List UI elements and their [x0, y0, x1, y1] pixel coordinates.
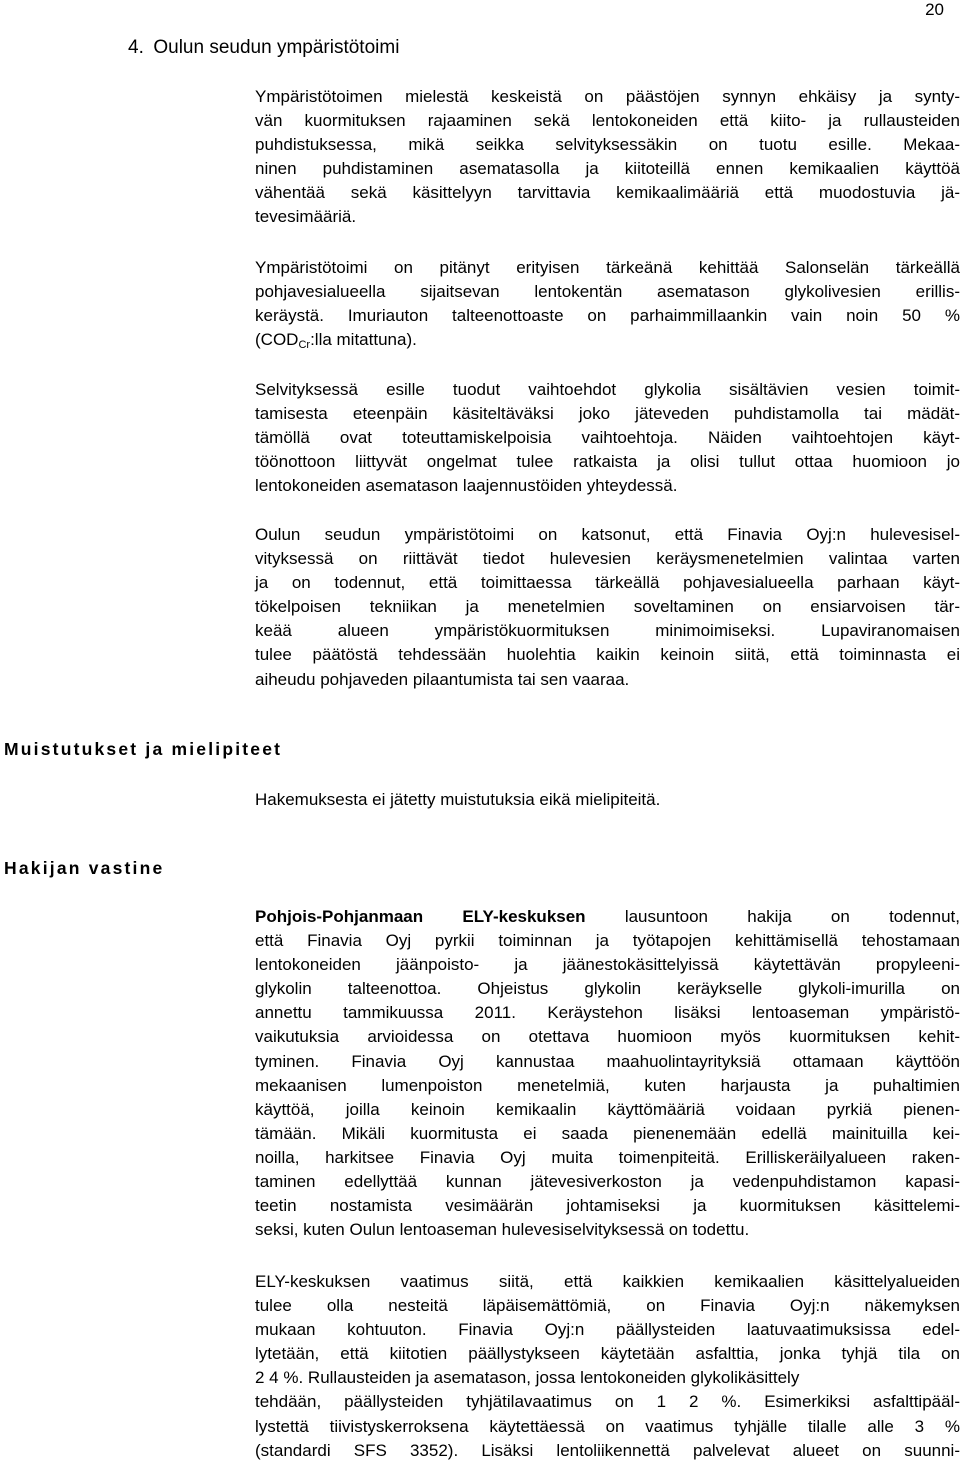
paragraph-ympäristötoimi-2	[255, 256, 960, 352]
text-line: tulee päätöstä tehdessään huolehtia kaikin keinoin siitä, että toiminnasta ei	[255, 645, 960, 665]
page-number: 20	[925, 0, 944, 19]
text-line: tökelpoisen tekniikan ja menetelmien soveltaminen on ensiarvoisen tär-	[255, 597, 960, 617]
cod-subscript: Cr	[298, 339, 311, 352]
vastine-heading: Hakijan vastine	[4, 858, 165, 878]
text-line: vän kuormituksen rajaaminen sekä lentokoneiden että kiito- ja rullausteiden	[255, 111, 960, 131]
text-line: vityksessä on riittävät tiedot hulevesien keräysmenetelmien valintaa varten	[255, 549, 960, 569]
text-line	[255, 328, 960, 352]
text-line: töönottoon liittyvät ongelmat tulee ratkaista ja olisi tullut ottaa huomioon jo	[255, 452, 960, 472]
paragraph-ympäristötoimi-1	[255, 85, 960, 230]
paragraph-vastine-2	[255, 1270, 960, 1463]
text-line: teetin nostamista vesimäärän johtamiseksi ja kuormituksen käsittelemi-	[255, 1196, 960, 1216]
text-line: lentokoneiden asematason laajennustöiden yhteydessä.	[255, 476, 678, 496]
text-rest: lausuntoon hakija on todennut,	[585, 907, 960, 926]
section-heading: 4. Oulun seudun ympäristötoimi	[128, 37, 400, 58]
text-line: lytetään, että kiitotien päällystykseen käytetään asfalttia, jonka tyhjä tila on	[255, 1344, 960, 1364]
muistutukset-paragraph	[255, 788, 960, 812]
ely-keskus-name: Pohjois-Pohjanmaan ELY-keskuksen	[255, 907, 586, 926]
text-line: puhdistuksessa, mikä seikka selvityksessäkin on tuotu esille. Mekaa-	[255, 135, 960, 155]
text-line: mekaanisen lumenpoiston menetelmiä, kuten harjausta ja puhaltimien	[255, 1075, 960, 1095]
text-line: (standardi SFS 3352). Lisäksi lentoliikennettä palvelevat alueet on suunni-	[255, 1440, 960, 1460]
cod-text-after: :lla mitattuna).	[310, 330, 417, 350]
muistutukset-heading: Muistutukset ja mielipiteet	[4, 739, 283, 759]
text-line: tämöllä ovat toteuttamiskelpoisia vaihtoehtoja. Näiden vaihtoehtojen käyt-	[255, 428, 960, 448]
text-line: noilla, harkitsee Finavia Oyj muita toimenpiteitä. Erilliskeräilyalueen raken-	[255, 1147, 960, 1167]
text-line: seksi, kuten Oulun lentoaseman hulevesiselvityksessä on todettu.	[255, 1220, 750, 1240]
text-line: Ympäristötoimi on pitänyt erityisen tärkeänä kehittää Salonselän tärkeällä	[255, 258, 960, 277]
text-line: tulee olla nesteitä läpäisemättömiä, on Finavia Oyj:n näkemyksen	[255, 1296, 960, 1316]
text-line: mukaan kohtuuton. Finavia Oyj:n päällysteiden laatuvaatimuksissa edel-	[255, 1320, 960, 1340]
text-line: taminen edellyttää kunnan jätevesiverkoston ja vedenpuhdistamon kapasi-	[255, 1172, 960, 1192]
text-line: tehdään, päällysteiden tyhjätilavaatimus on 1 2 %. Esimerkiksi asfalttipääl-	[255, 1392, 960, 1412]
text-line: ELY-keskuksen vaatimus siitä, että kaikkien kemikaalien käsittelyalueiden	[255, 1272, 960, 1291]
paragraph-vastine-1	[255, 905, 960, 1242]
paragraph-ympäristötoimi-4	[255, 523, 960, 692]
text-line: tamisesta eteenpäin käsiteltäväksi joko jäteveden puhdistamolla tai mädät-	[255, 404, 960, 424]
text-line: 2 4 %. Rullausteiden ja asematason, jossa lentokoneiden glykolikäsittely	[255, 1368, 800, 1388]
text-line: Oulun seudun ympäristötoimi on katsonut, että Finavia Oyj:n hulevesisel-	[255, 525, 960, 544]
text-line: aiheudu pohjaveden pilaantumista tai sen vaaraa.	[255, 669, 630, 689]
text-line: keää alueen ympäristökuormituksen minimoimiseksi. Lupaviranomaisen	[255, 621, 960, 641]
text-line: lystettä tiivistyskerroksena käytettäessä on vaatimus tyhjälle tilalle alle 3 %	[255, 1416, 960, 1436]
text-line: tämään. Mikäli kuormitusta ei saada pienenemään edellä mainituilla kei-	[255, 1123, 960, 1143]
paragraph-ympäristötoimi-3	[255, 378, 960, 498]
text-line: ja on todennut, että toimittaessa tärkeällä pohjavesialueella parhaan käyt-	[255, 573, 960, 593]
text-line: Hakemuksesta ei jätetty muistutuksia eikä mielipiteitä.	[255, 790, 661, 809]
text-line: keräystä. Imuriauton talteenottoaste on parhaimmillaankin vain noin 50 %	[255, 306, 960, 326]
text-line: että Finavia Oyj pyrkii toiminnan ja työtapojen kehittämisellä tehostamaan	[255, 931, 960, 951]
text-line: vähentää sekä käsittelyyn tarvittavia kemikaalimääriä että muodostuvia jä-	[255, 183, 960, 203]
text-line: pohjavesialueella sijaitsevan lentokentän asematason glykolivesien erillis-	[255, 282, 960, 302]
text-line: Selvityksessä esille tuodut vaihtoehdot glykolia sisältävien vesien toimit-	[255, 380, 960, 399]
text-line: tevesimääriä.	[255, 207, 357, 227]
text-line: käyttöä, joilla keinoin kemikaalin käyttömääriä voidaan pyrkiä pienen-	[255, 1099, 960, 1119]
text-line: vaikutuksia arvioidessa on otettava huomioon myös kuormituksen kehit-	[255, 1027, 960, 1047]
text-line: glykolin talteenottoa. Ohjeistus glykolin keräykselle glykoli-imurilla on	[255, 979, 960, 999]
text-line: tyminen. Finavia Oyj kannustaa maahuolintayrityksiä ottamaan käyttöön	[255, 1051, 960, 1071]
text-line	[255, 905, 960, 929]
text-line: Ympäristötoimen mielestä keskeistä on päästöjen synnyn ehkäisy ja synty-	[255, 87, 960, 106]
text-line: ninen puhdistaminen asematasolla ja kiitoteillä ennen kemikaalien käyttöä	[255, 159, 960, 179]
cod-text: (COD	[255, 330, 299, 350]
text-line: lentokoneiden jäänpoisto- ja jäänestokäsittelyissä käytettävän propyleeni-	[255, 955, 960, 975]
text-line: annettu tammikuussa 2011. Keräystehon lisäksi lentoaseman ympäristö-	[255, 1003, 960, 1023]
